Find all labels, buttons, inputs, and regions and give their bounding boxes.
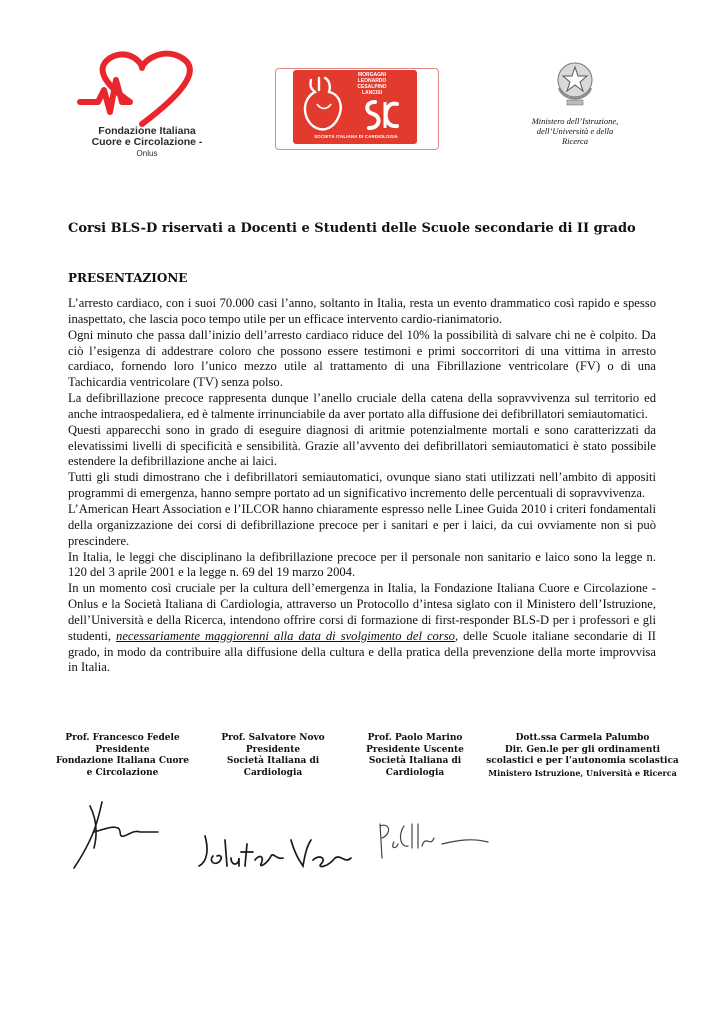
signer-fedele: Prof. Francesco Fedele Presidente Fondazione Italiana Cuore e Circolazione bbox=[55, 733, 190, 778]
signer-marino: Prof. Paolo Marino Presidente Uscente Società Italiana di Cardiologia bbox=[366, 733, 464, 778]
republic-emblem-icon bbox=[553, 58, 597, 110]
paragraph: La defibrillazione precoce rappresenta dunque l’anello cruciale della catena della sopravvivenza sul territorio ed anche intraospedaliera, ed è talmente irrinunciabile da aver portato alla diffusione dei defibrillatori semiautomatici. bbox=[68, 391, 656, 421]
paragraph: In un momento così cruciale per la cultura dell’emergenza in Italia, la Fondazione Italiana Cuore e Circolazione - Onlus e la Società Italiana di Cardiologia, attraverso un Protocollo d’intesa siglato con il Ministero dell’Istruzione, dell’Università e della Ricerca, intendono offrire corsi di formazione di first-responder BLS-D per i professori e gli studenti, necessariamente maggiorenni alla data di svolgimento del corso, delle Scuole italiane secondarie di II grado, in modo da contribuire alla diffusione della cultura e della pratica della prevenzione della morte improvvisa in Italia. bbox=[68, 581, 656, 675]
fondazione-logo bbox=[70, 50, 210, 160]
signature-novo bbox=[195, 830, 355, 875]
fondazione-line1: Fondazione Italiana bbox=[98, 125, 196, 137]
sic-caption: SOCIETÀ ITALIANA DI CARDIOLOGIA bbox=[314, 134, 398, 139]
miur-name: Ministero dell’Istruzione, dell’Università e della Ricerca bbox=[531, 116, 619, 146]
paragraph: In Italia, le leggi che disciplinano la defibrillazione precoce per il personale non sanitario e laico sono la legge n. 120 del 3 aprile 2001 e la legge n. 69 del 19 marzo 2004. bbox=[68, 549, 656, 580]
underlined-condition: necessariamente maggiorenni alla data di svolgimento del corso bbox=[116, 628, 455, 643]
paragraph: Ogni minuto che passa dall’inizio dell’arresto cardiaco riduce del 10% la possibilità di salvare chi ne è colpito. Da ciò l’esigenza di addestrare coloro che possono essere testimoni e primi soccorritori di una vittima in arresto cardiaco, fornendo loro l’unico mezzo utile al trattamento di una Fibrillazione ventricolare (FV) o di una Tachicardia ventricolare (TV) senza polso. bbox=[68, 327, 656, 390]
paragraph: Tutti gli studi dimostrano che i defibrillatori semiautomatici, ovunque siano stati utilizzati nell’ambito di appositi programmi di emergenza, hanno sempre portato ad un significativo incremento delle percentuali di sopravvivenza. bbox=[68, 470, 656, 501]
miur-logo bbox=[520, 58, 630, 158]
section-title: PRESENTAZIONE bbox=[68, 271, 188, 285]
document-title: Corsi BLS-D riservati a Docenti e Studenti delle Scuole secondarie di II grado bbox=[68, 221, 636, 236]
sic-logo bbox=[275, 68, 437, 148]
fondazione-line2: Cuore e Circolazione - bbox=[91, 136, 203, 148]
heart-ecg-icon bbox=[70, 50, 210, 130]
fondazione-name bbox=[82, 126, 212, 159]
paragraph: L’arresto cardiaco, con i suoi 70.000 casi l’anno, soltanto in Italia, resta un evento drammatico così rapido e spesso inaspettato, che lascia poco tempo utile per un efficace intervento cardio-rianimatorio. bbox=[68, 296, 656, 326]
signature-marino bbox=[368, 818, 493, 866]
body-text bbox=[68, 296, 656, 676]
signatories bbox=[50, 733, 690, 793]
signer-novo: Prof. Salvatore Novo Presidente Società Italiana di Cardiologia bbox=[221, 733, 325, 778]
paragraph: L’American Heart Association e l’ILCOR hanno chiaramente espresso nelle Linee Guida 2010 i criteri fondamentali della organizzazione dei corsi di defibrillazione precoce per i sanitari e per i laici, da cui ovviamente non si può prescindere. bbox=[68, 501, 656, 548]
anatomical-heart-icon bbox=[299, 76, 347, 134]
sic-monogram bbox=[361, 98, 401, 132]
signer-palumbo: Dott.ssa Carmela Palumbo Dir. Gen.le per gli ordinamenti scolastici e per l’autonomia scolastica Ministero Istruzione, Università e Ricerca bbox=[486, 733, 679, 778]
fondazione-onlus: Onlus bbox=[136, 149, 158, 158]
signature-fedele bbox=[68, 798, 163, 873]
paragraph: Questi apparecchi sono in grado di eseguire diagnosi di aritmie potenzialmente mortali e sono caratterizzati da elevatissimi livelli di specificità e sensibilità. Grazie all’avvento dei defibrillatori semiautomatici è stato possibile estendere la defibrillazione anche ai laici. bbox=[68, 422, 656, 469]
sic-founders: MORGAGNI LEONARDO CESALPINO LANCISI bbox=[357, 72, 387, 96]
